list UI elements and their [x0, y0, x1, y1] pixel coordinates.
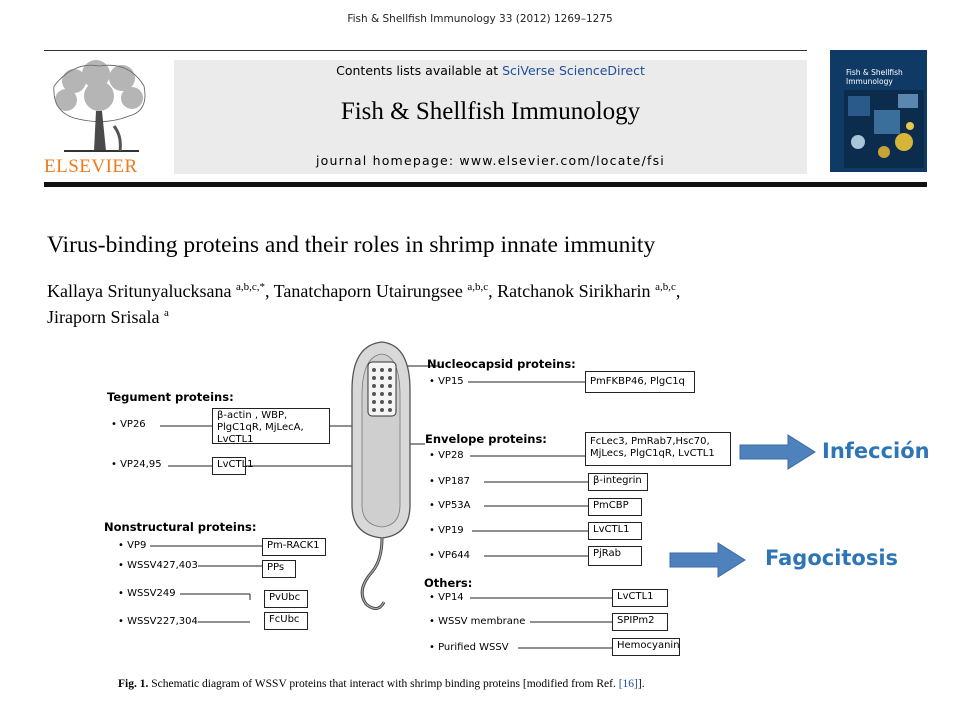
binding-protein-box: PPs [262, 560, 296, 578]
right-arrow-icon [738, 432, 818, 472]
binding-protein-box: PvUbc [264, 590, 308, 608]
caption-end: ]. [637, 678, 645, 690]
phagocytosis-label: Fagocitosis [765, 546, 899, 570]
others-protein: • VP14 [429, 592, 464, 603]
envelope-protein: • VP19 [429, 525, 464, 536]
binding-protein-box: FcUbc [264, 612, 308, 630]
binding-protein-box: LvCTL1 [588, 522, 642, 540]
others-header: Others: [424, 576, 473, 590]
author-separator: , [264, 281, 270, 301]
right-arrow-icon [668, 540, 748, 580]
article-title: Virus-binding proteins and their roles in shrimp innate immunity [47, 232, 656, 258]
sciencedirect-link[interactable]: SciVerse ScienceDirect [502, 63, 645, 78]
author-name[interactable]: Tanatchaporn Utairungsee [273, 281, 463, 301]
others-protein: • WSSV membrane [429, 616, 526, 627]
journal-citation: Fish & Shellfish Immunology 33 (2012) 1269–1275 [347, 13, 613, 25]
author-affiliation: a,b,c [467, 281, 489, 293]
binding-protein-box: FcLec3, PmRab7,Hsc70, MjLecs, PlgC1qR, LvCTL1 [585, 432, 731, 466]
tegument-header: Tegument proteins: [107, 390, 234, 404]
author-name[interactable]: Ratchanok Sirikharin [497, 281, 651, 301]
nucleocapsid-header: Nucleocapsid proteins: [427, 357, 576, 371]
nonstructural-protein: • WSSV227,304 [118, 616, 198, 627]
binding-protein-box: Pm-RACK1 [262, 538, 326, 556]
binding-protein-box: SPIPm2 [612, 613, 668, 631]
envelope-protein: • VP644 [429, 550, 471, 561]
cover-title: Fish & Shellfish Immunology [846, 68, 903, 86]
nucleocapsid-protein: • VP15 [429, 376, 464, 387]
envelope-protein: • VP187 [429, 476, 471, 487]
wssv-virion-icon [352, 342, 410, 609]
nonstructural-header: Nonstructural proteins: [104, 520, 257, 534]
author-affiliation: a,b,c [655, 281, 676, 293]
author-affiliation: a [163, 307, 169, 319]
binding-protein-box: PmCBP [588, 498, 642, 516]
infection-label: Infección [822, 439, 930, 463]
caption-reference-link[interactable]: [16] [618, 678, 638, 690]
envelope-protein: • VP28 [429, 450, 464, 461]
nonstructural-protein: • WSSV427,403 [118, 560, 198, 571]
author-affiliation: a,b,c, [235, 281, 260, 293]
corresponding-mark: * [259, 281, 265, 293]
binding-protein-box: Hemocyanin [612, 638, 680, 656]
envelope-header: Envelope proteins: [425, 432, 547, 446]
journal-title: Fish & Shellfish Immunology [340, 98, 641, 125]
publisher-name: ELSEVIER [44, 156, 138, 177]
binding-protein-box: LvCTL1 [212, 457, 246, 475]
contents-prefix: Contents lists available at [336, 63, 503, 78]
caption-label: Fig. 1. [118, 678, 149, 690]
binding-protein-box: LvCTL1 [612, 589, 668, 607]
binding-protein-box: β-integrin [588, 473, 648, 491]
others-protein: • Purified WSSV [429, 642, 509, 653]
caption-text: Schematic diagram of WSSV proteins that interact with shrimp binding proteins [modified from Ref. [151, 678, 619, 690]
journal-homepage[interactable]: journal homepage: www.elsevier.com/locate/fsi [316, 153, 665, 168]
nonstructural-protein: • VP9 [118, 540, 147, 551]
author-name[interactable]: Kallaya Sritunyalucksana [47, 281, 232, 301]
nonstructural-protein: • WSSV249 [118, 588, 176, 599]
envelope-protein: • VP53A [429, 500, 471, 511]
tegument-protein: • VP24,95 [111, 459, 162, 470]
binding-protein-box: PmFKBP46, PlgC1q [585, 371, 695, 393]
author-separator: , [675, 281, 681, 301]
author-name[interactable]: Jiraporn Srisala [47, 307, 160, 327]
author-separator: , [488, 281, 493, 301]
binding-protein-box: PjRab [588, 546, 642, 566]
binding-protein-box: β-actin , WBP, PlgC1qR, MjLecA, LvCTL1 [212, 408, 330, 444]
tegument-protein: • VP26 [111, 419, 146, 430]
figure-caption [118, 678, 645, 690]
